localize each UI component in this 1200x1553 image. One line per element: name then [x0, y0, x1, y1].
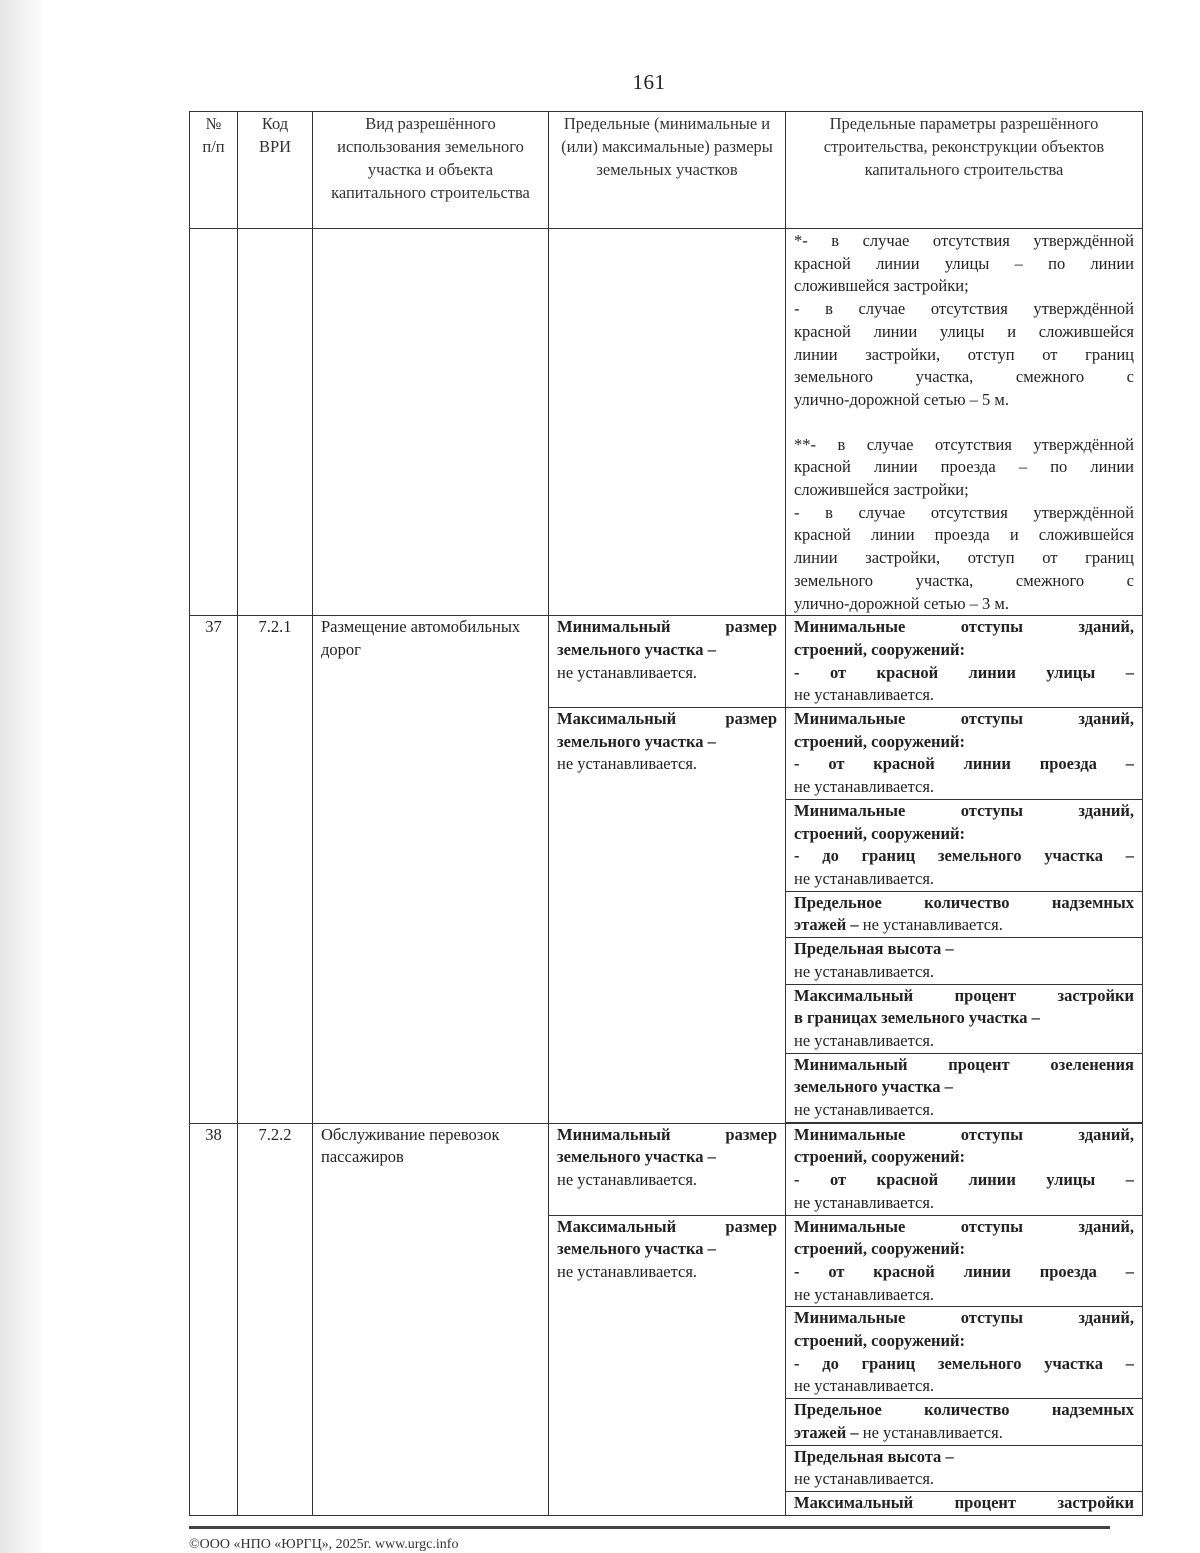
note-line: земельного участка, смежного с — [794, 367, 1134, 387]
param-cell: Минимальные отступы зданий, строений, сооружений: - от красной линии проезда – не устанавливается. — [786, 708, 1143, 800]
row-code: 7.2.1 — [238, 616, 313, 1123]
note-line: красной линии проезда – по линии — [794, 457, 1134, 477]
note-line: красной линии улицы – по линии — [794, 253, 1134, 273]
row-code: 7.2.2 — [238, 1123, 313, 1515]
note-line: улично-дорожной сетью – 3 м. — [794, 593, 1009, 613]
row-number: 37 — [190, 616, 238, 1123]
param-cell: Минимальные отступы зданий, строений, сооружений: - до границ земельного участка – не устанавливается. — [786, 1307, 1143, 1399]
cell-type — [313, 229, 549, 616]
note-line: линии застройки, отступ от границ — [794, 344, 1134, 364]
header-size: Предельные (минимальные и (или) максимальные) размеры земельных участков — [549, 112, 786, 229]
header-num: № п/п — [190, 112, 238, 229]
param-cell: Минимальный процент озеленения земельного участка – не устанавливается. — [786, 1053, 1143, 1122]
note-line: линии застройки, отступ от границ — [794, 548, 1134, 568]
header-code: Код ВРИ — [238, 112, 313, 229]
note-line: **- в случае отсутствия утверждённой — [794, 434, 1134, 454]
row-number: 38 — [190, 1123, 238, 1515]
note-line: красной линии проезда и сложившейся — [794, 525, 1134, 545]
param-cell: Максимальный процент застройки — [786, 1491, 1143, 1515]
row-type-name: Обслуживание перевозок пассажиров — [313, 1123, 549, 1515]
param-cell: Предельное количество надземных этажей – не устанавливается. — [786, 891, 1143, 937]
param-cell: Минимальные отступы зданий, строений, сооружений: - от красной линии проезда – не устанавливается. — [786, 1215, 1143, 1307]
note-gap — [794, 412, 1134, 434]
cell-code — [238, 229, 313, 616]
table-header — [190, 112, 1143, 229]
param-cell: Минимальные отступы зданий, строений, сооружений: - до границ земельного участка – не устанавливается. — [786, 799, 1143, 891]
param-cell: Предельное количество надземных этажей – не устанавливается. — [786, 1399, 1143, 1445]
param-cell: Минимальные отступы зданий, строений, сооружений: - от красной линии улицы – не устанавливается. — [786, 616, 1143, 708]
note-line: земельного участка, смежного с — [794, 570, 1134, 590]
note-line: красной линии улицы и сложившейся — [794, 321, 1134, 341]
scan-edge — [0, 0, 42, 1553]
param-cell: Предельная высота – не устанавливается. — [786, 1445, 1143, 1491]
regulations-table — [189, 111, 1143, 1516]
cell-num — [190, 229, 238, 616]
footer-divider — [189, 1526, 1110, 1529]
footer-copyright: ©ООО «НПО «ЮРГЦ», 2025г. www.urgc.info — [189, 1537, 459, 1552]
cell-size — [549, 229, 786, 616]
cell-notes — [786, 229, 1143, 616]
param-cell: Предельная высота – не устанавливается. — [786, 938, 1143, 984]
param-cell: Максимальный процент застройки в границах земельного участка – не устанавливается. — [786, 984, 1143, 1053]
header-params: Предельные параметры разрешённого строительства, реконструкции объектов капитального строительства — [786, 112, 1143, 229]
min-size-cell: Минимальный размер земельного участка – не устанавливается. — [549, 1123, 786, 1215]
min-size-cell: Минимальный размер земельного участка – не устанавливается. — [549, 616, 786, 708]
note-line: сложившейся застройки; — [794, 480, 969, 500]
table-row-continued — [190, 229, 1143, 616]
max-size-cell: Максимальный размер земельного участка – не устанавливается. — [549, 1215, 786, 1516]
table-row — [190, 1123, 1143, 1215]
note-line: *- в случае отсутствия утверждённой — [794, 231, 1134, 250]
note-line: - в случае отсутствия утверждённой — [794, 299, 1134, 319]
param-cell: Минимальные отступы зданий, строений, сооружений: - от красной линии улицы – не устанавливается. — [786, 1123, 1143, 1215]
page-number: 161 — [632, 70, 666, 94]
max-size-cell: Максимальный размер земельного участка – не устанавливается. — [549, 708, 786, 1124]
note-line: улично-дорожной сетью – 5 м. — [794, 389, 1009, 409]
row-type-name: Размещение автомобильных дорог — [313, 616, 549, 1123]
note-line: сложившейся застройки; — [794, 276, 969, 296]
table-row — [190, 616, 1143, 708]
header-type: Вид разрешённого использования земельного участка и объекта капитального строительства — [313, 112, 549, 229]
note-line: - в случае отсутствия утверждённой — [794, 502, 1134, 522]
